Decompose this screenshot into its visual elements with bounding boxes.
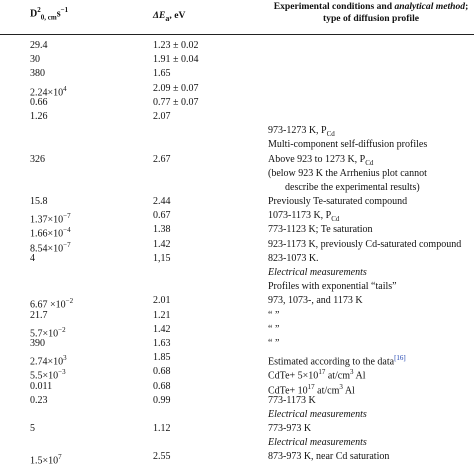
- table-row: [0, 252, 474, 266]
- ea-cell: 1.12: [153, 423, 171, 435]
- conditions-cell: CdTe+ $10^{17}$ $at/cm^3$ Al: [268, 382, 355, 396]
- table-row: [0, 422, 474, 436]
- ea-cell: 2.55: [153, 451, 171, 463]
- d0-cell: 0.011: [30, 380, 53, 392]
- table-row: [0, 53, 474, 67]
- ea-cell: 0.67: [153, 210, 171, 222]
- conditions-cell: “ ”: [268, 323, 280, 335]
- ea-cell: 1.65: [153, 68, 171, 80]
- ea-cell: 2.09 ± 0.07: [153, 82, 199, 94]
- ea-cell: 0.68: [153, 380, 171, 392]
- d0-cell: 29.4: [30, 40, 48, 51]
- conditions-cell: CdTe+ $5\times 10^{17}$ $at/cm^3$ Al: [268, 368, 366, 382]
- table-row: [0, 294, 474, 311]
- table-row: [0, 138, 474, 152]
- table-row: [0, 238, 474, 252]
- conditions-cell: 873-973 K, near Cd saturation: [268, 451, 390, 463]
- header-d0: $D^2_{0, cm}s^{-1}$: [30, 6, 69, 22]
- d0-cell: $8.54\times 10^{-7}$: [30, 240, 71, 254]
- citation-ref: [16]: [394, 354, 406, 363]
- table-row: [0, 82, 474, 96]
- ea-cell: 1.38: [153, 224, 171, 236]
- ea-cell: 2.01: [153, 295, 171, 307]
- table-row: [0, 181, 474, 195]
- ea-cell: 1.42: [153, 323, 171, 335]
- table-header: [0, 0, 474, 35]
- conditions-cell: 1073-1173 K, $P_{Cd}$: [268, 210, 340, 224]
- conditions-cell: “ ”: [268, 337, 280, 349]
- ea-cell: 0.77 ± 0.07: [153, 96, 199, 108]
- table-row: [0, 280, 474, 294]
- ea-cell: 2.07: [153, 110, 171, 122]
- table-row: [0, 436, 474, 450]
- conditions-cell: Above 923 to 1273 K, $P_{Cd}$: [268, 153, 374, 167]
- conditions-cell: Profiles with exponential “tails”: [268, 281, 397, 293]
- table-row: [0, 337, 474, 351]
- conditions-cell: (below 923 K the Arrhenius plot cannot: [268, 167, 427, 179]
- d0-cell: $1.37\times 10^{-7}$: [30, 212, 71, 226]
- table-row: [0, 67, 474, 81]
- table-body: [0, 39, 474, 465]
- d0-cell: $1.66\times 10^{-4}$: [30, 226, 71, 240]
- table-row: [0, 380, 474, 394]
- d0-cell: 5: [30, 423, 35, 435]
- d0-cell: 15.8: [30, 196, 48, 208]
- conditions-cell: 923-1173 K, previously Cd-saturated compound: [268, 238, 462, 250]
- table-row: [0, 408, 474, 422]
- ea-cell: 1.91 ± 0.04: [153, 54, 199, 66]
- d0-cell: 1.26: [30, 110, 48, 122]
- table-row: [0, 323, 474, 340]
- d0-cell: 0.23: [30, 394, 48, 406]
- conditions-cell: Previously Te-saturated compound: [268, 196, 408, 208]
- ea-cell: 1.21: [153, 309, 171, 321]
- header-ea: $\Delta E_a$, eV: [153, 10, 186, 23]
- table-row: [0, 266, 474, 280]
- d0-cell: $5.5\times 10^{-3}$: [30, 368, 66, 382]
- ea-cell: 2.67: [153, 153, 171, 165]
- table-row: [0, 394, 474, 408]
- d0-cell: 21.7: [30, 309, 48, 321]
- table-row: [0, 124, 474, 138]
- ea-cell: 1.42: [153, 238, 171, 250]
- conditions-cell: Electrical measurements: [268, 437, 367, 449]
- table-row: [0, 223, 474, 240]
- table-row: [0, 450, 474, 467]
- conditions-cell: describe the experimental results): [285, 181, 420, 193]
- conditions-cell: 773-1123 K; Te saturation: [268, 224, 373, 236]
- conditions-cell: “ ”: [268, 309, 280, 321]
- table-row: [0, 153, 474, 167]
- d0-cell: $2.74\times 10^3$: [30, 354, 67, 368]
- d0-cell: 326: [30, 153, 45, 165]
- ea-cell: 1.85: [153, 352, 171, 364]
- conditions-cell: Estimated according to the data[16]: [268, 354, 406, 368]
- conditions-cell: 773-1173 K: [268, 394, 316, 406]
- table-row: [0, 351, 474, 368]
- table-row: [0, 309, 474, 323]
- d0-cell: $5.7\times 10^{-2}$: [30, 325, 66, 340]
- ea-cell: 0.99: [153, 394, 171, 406]
- table-row: [0, 195, 474, 209]
- ea-cell: 0.68: [153, 366, 171, 378]
- conditions-cell: Electrical measurements: [268, 408, 367, 420]
- table-row: [0, 209, 474, 226]
- ea-cell: 1.63: [153, 337, 171, 349]
- conditions-cell: 773-973 K: [268, 423, 312, 435]
- conditions-cell: 823-1073 K.: [268, 252, 319, 264]
- conditions-cell: 973-1273 K, $P_{Cd}$: [268, 125, 335, 139]
- table-row: [0, 39, 474, 53]
- d0-cell: 380: [30, 68, 45, 80]
- table-row: [0, 365, 474, 382]
- ea-cell: 1,15: [153, 252, 171, 264]
- header-conditions: Experimental conditions and analytical method; type of diffusion profile: [273, 1, 469, 24]
- d0-cell: $6.67 \times 10^{-2}$: [30, 297, 74, 311]
- d0-cell: 4: [30, 252, 35, 264]
- d0-cell: $1.5\times 10^7$: [30, 453, 62, 467]
- conditions-cell: Multi-component self-diffusion profiles: [268, 139, 428, 151]
- d0-cell: 30: [30, 54, 40, 66]
- d0-cell: $2.24\times 10^4$: [30, 84, 67, 98]
- conditions-cell: 973, 1073-, and 1173 K: [268, 295, 363, 307]
- table-row: [0, 96, 474, 110]
- conditions-cell: Electrical measurements: [268, 267, 367, 278]
- table-row: [0, 110, 474, 124]
- ea-cell: 2.44: [153, 196, 171, 208]
- d0-cell: 390: [30, 337, 45, 349]
- table-row: [0, 167, 474, 181]
- ea-cell: 1.23 ± 0.02: [153, 40, 199, 51]
- d0-cell: 0.66: [30, 96, 48, 108]
